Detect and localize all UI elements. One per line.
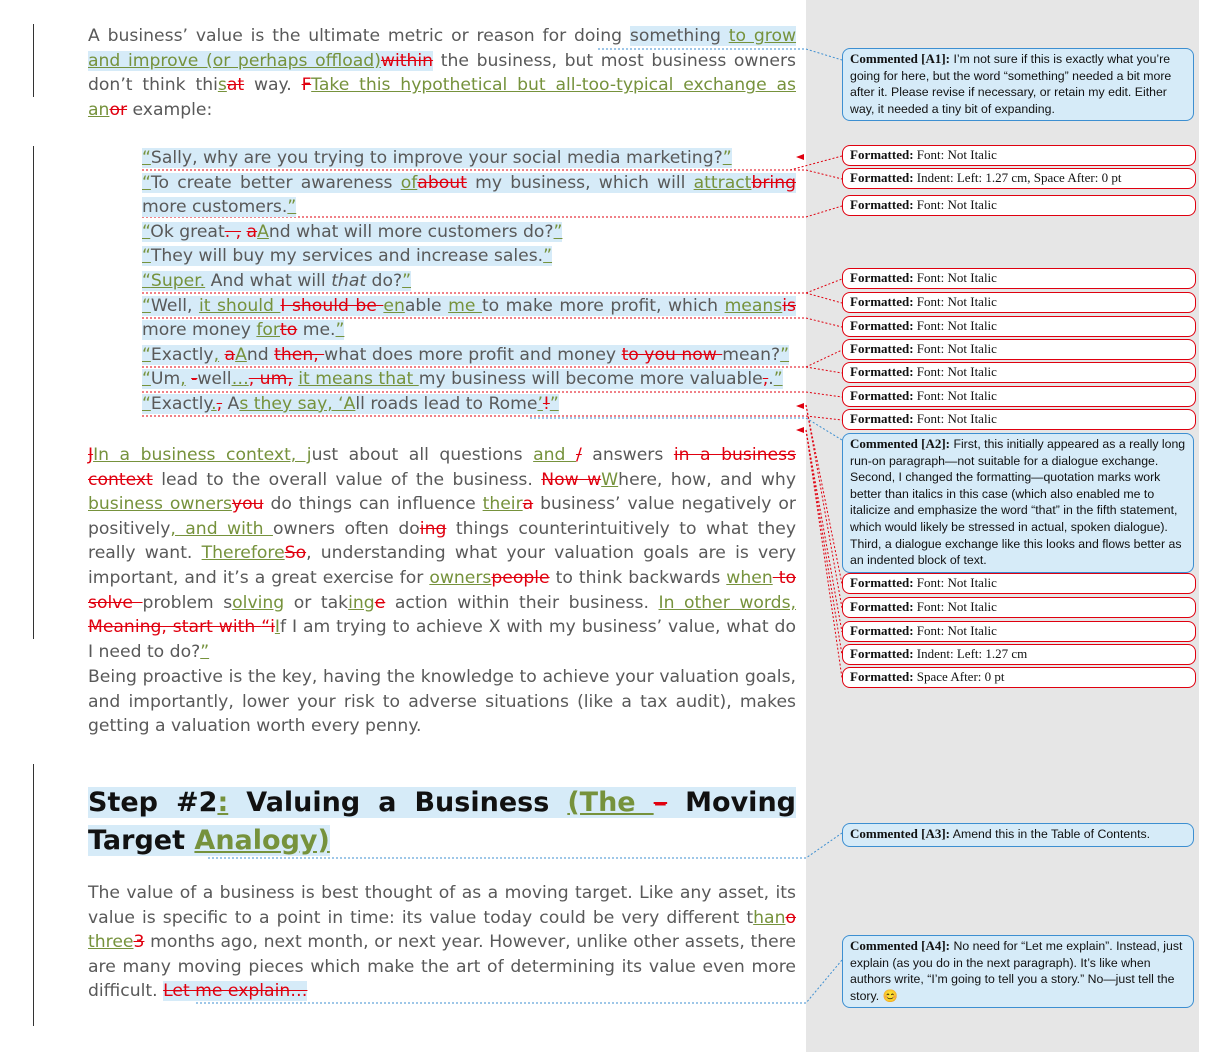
dialogue-line: “Exactly, aAnd then, what does more profit and money to you now mean?” [142, 344, 790, 365]
dialogue-line: “They will buy my services and increase sales.” [142, 246, 553, 267]
formatting-balloon[interactable]: Formatted: Font: Not Italic [842, 268, 1196, 289]
dialogue-line: “Super. And what will that do?” [142, 270, 412, 291]
section-heading: Step #2: Valuing a Business (The – Moving Target Analogy) [88, 787, 796, 856]
formatting-balloon[interactable]: Formatted: Font: Not Italic [842, 339, 1196, 360]
dialogue-line: “Um, -well…, um, it means that my business will become more valuable,.” [142, 369, 783, 390]
comment-balloon[interactable]: Commented [A1]: I’m not sure if this is exactly what you’re going for here, but the word “something” needed a bit more after it. Please revise if necessary, or retain my edit. Either way, it needed a tiny bit of expanding. [842, 48, 1194, 121]
paragraph-business-context: JIn a business context, just about all questions and / answers in a business context lead to the overall value of the business. Now wWhere, how, and why business ownersyou do things can influence theira business’ value negatively or positively, and with owners often doing things counterintuitively to what they really want. ThereforeSo, understanding what your valuation goals are is very important, and it’s a great exercise for ownerspeople to think backwards when to solve problem solving or takinge action within their business. In other words, Meaning, start with “iIf I am trying to achieve X with my business’ value, what do I need to do?” [88, 445, 797, 662]
paragraph-proactive: Being proactive is the key, having the knowledge to achieve your valuation goals, and importantly, lower your risk to adverse situations (like a tax audit), makes getting a valuation worth every penny. [88, 667, 796, 737]
formatting-balloon[interactable]: Formatted: Font: Not Italic [842, 145, 1196, 166]
dialogue-line: “Well, it should I should be enable me to make more profit, which meansis more money forto me.” [142, 295, 796, 341]
formatting-balloon[interactable]: Formatted: Font: Not Italic [842, 409, 1196, 430]
dialogue-line: “To create better awareness ofabout my business, which will attractbring more customers.” [142, 172, 796, 218]
formatting-balloon[interactable]: Formatted: Font: Not Italic [842, 195, 1196, 216]
paragraph-moving-target: The value of a business is best thought of as a moving target. Like any asset, its value is specific to a point in time: its value today could be very different thano three3 months ago, next month, or next year. However, unlike other assets, there are many moving pieces which make the art of determining its value even more difficult. Let me explain… [88, 883, 797, 1002]
formatting-balloon[interactable]: Formatted: Space After: 0 pt [842, 667, 1196, 688]
change-bar [33, 146, 34, 639]
formatting-balloon[interactable]: Formatted: Font: Not Italic [842, 621, 1196, 642]
formatting-balloon[interactable]: Formatted: Indent: Left: 1.27 cm [842, 644, 1196, 665]
comment-balloon[interactable]: Commented [A2]: First, this initially appeared as a really long run-on paragraph—not suitable for a dialogue exchange. Second, I changed the formatting—quotation marks work better than italics in this case (which also enabled me to italicize and emphasize the word “that” in the fifth statement, which would likely be stressed in actual, spoken dialogue). Third, a dialogue exchange like this looks and flows better as an indented block of text. [842, 433, 1194, 573]
comment-balloon[interactable]: Commented [A4]: No need for “Let me explain”. Instead, just explain (as you do in the next paragraph). It’s like when authors write, “I’m going to tell you a story.” No—just tell the story. 😊 [842, 935, 1194, 1008]
formatting-balloon[interactable]: Formatted: Font: Not Italic [842, 292, 1196, 313]
formatting-balloon[interactable]: Formatted: Font: Not Italic [842, 597, 1196, 618]
dialogue-line: “Sally, why are you trying to improve your social media marketing?” [142, 148, 732, 168]
formatting-balloon[interactable]: Formatted: Indent: Left: 1.27 cm, Space After: 0 pt [842, 168, 1196, 189]
scroll-gutter [1199, 0, 1212, 1052]
dialogue-block [142, 146, 796, 417]
dialogue-line: “Exactly., As they say, ‘All roads lead to Rome’!” [142, 393, 559, 414]
change-bar [33, 24, 34, 97]
formatting-balloon[interactable]: Formatted: Font: Not Italic [842, 362, 1196, 383]
dialogue-line: “Ok great. , aAnd what will more customers do?” [142, 221, 563, 242]
paragraph-intro: A business’ value is the ultimate metric or reason for doing something to grow and improve (or perhaps offload)within the business, but most business owners don’t think thisat way. FTake this hypothetical but all-too-typical exchange as anor example: [88, 26, 797, 120]
change-bar [33, 764, 34, 1026]
formatting-balloon[interactable]: Formatted: Font: Not Italic [842, 316, 1196, 337]
formatting-balloon[interactable]: Formatted: Font: Not Italic [842, 386, 1196, 407]
comment-balloon[interactable]: Commented [A3]: Amend this in the Table of Contents. [842, 823, 1194, 847]
formatting-balloon[interactable]: Formatted: Font: Not Italic [842, 573, 1196, 594]
